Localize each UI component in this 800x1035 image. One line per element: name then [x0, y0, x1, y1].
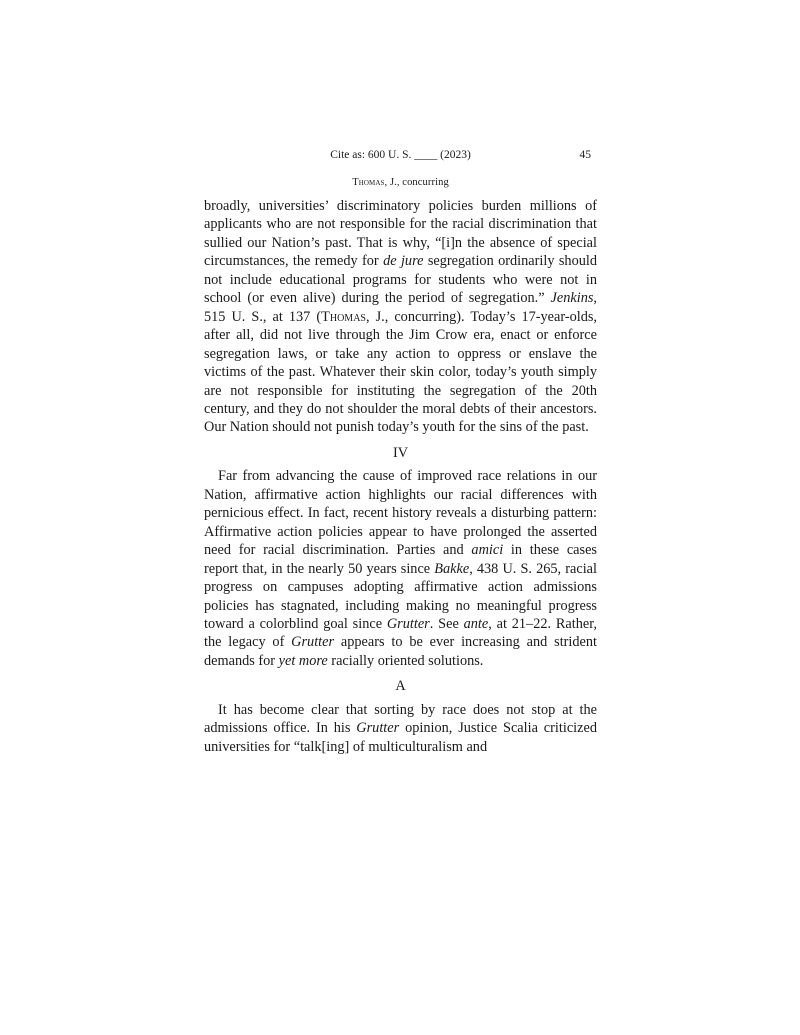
paragraph-continuation [204, 197, 597, 437]
text-run: in these cases report that, in the nearly 50 years since [204, 542, 597, 577]
citation: Cite as: 600 U. S. ____ (2023) [330, 149, 471, 161]
page-header [204, 146, 597, 168]
case-name: Jenkins [550, 290, 594, 307]
justice-name: Thomas [352, 177, 385, 188]
justice-name: Thomas [321, 308, 366, 325]
italic-term: yet more [278, 652, 328, 669]
text-run: Far from advancing the cause of improved race relations in our Nation, affirmative action highlights our racial differences with pernicious effect. In fact, recent history reveals a disturbing pattern: Affirmative action policies appear to have prolonged the asserted need for racial discrimination. Parties and [204, 468, 597, 559]
case-name: Bakke [434, 560, 470, 577]
case-name: Grutter [356, 720, 400, 737]
text-run: appears to be ever increasing and strident demands for [204, 634, 598, 669]
page-number: 45 [579, 149, 591, 161]
text-run: opinion, Justice Scalia criticized universities for “talk[ing] of multiculturalism and [204, 720, 597, 755]
text-run: . See [429, 615, 464, 632]
italic-term: amici [471, 542, 504, 559]
opinion-page [204, 146, 597, 756]
text-run: , at 21–22. Rather, the legacy of [204, 615, 597, 651]
paragraph [204, 701, 597, 756]
text-run: racially oriented solutions. [327, 652, 484, 669]
section-heading-a: A [395, 678, 406, 695]
text-run: , 515 U. S., at 137 ( [204, 290, 597, 325]
text-run: , J., concurring). Today’s 17-year-olds, after all, did not live through the Jim Crow era, enact or enforce segregation laws, or take any action to oppress or enslave the victims of the past. Whatever their skin color, today’s youth simply are not responsible for instituting the segregation of the 20th century, and they do not shoulder the moral debts of their ancestors. Our Nation should not punish today’s youth for the sins of the past. [204, 308, 597, 436]
text-run: broadly, universities’ discriminatory policies burden millions of applicants who are not responsible for the racial discrimination that sullied our Nation’s past. That is why, “[i]n the absence of special circumstances, the remedy for [204, 198, 597, 270]
running-head-suffix: , J., concurring [384, 177, 449, 188]
italic-term: de jure [383, 253, 424, 270]
running-head [204, 177, 597, 188]
italic-term: ante [463, 615, 489, 632]
text-run: , 438 U. S. 265, racial progress on campuses adopting affirmative action admissions policies has stagnated, including making no meaningful progress toward a colorblind goal since [204, 560, 597, 632]
section-heading-iv: IV [392, 444, 409, 461]
text-run: segregation ordinarily should not include educational programs for students who were not in school (or even alive) during the period of segregation.” [204, 253, 597, 307]
paragraph [204, 467, 597, 670]
case-name: Grutter [386, 615, 430, 632]
case-name: Grutter [291, 634, 335, 651]
text-run: It has become clear that sorting by race does not stop at the admissions office. In his [204, 701, 597, 737]
